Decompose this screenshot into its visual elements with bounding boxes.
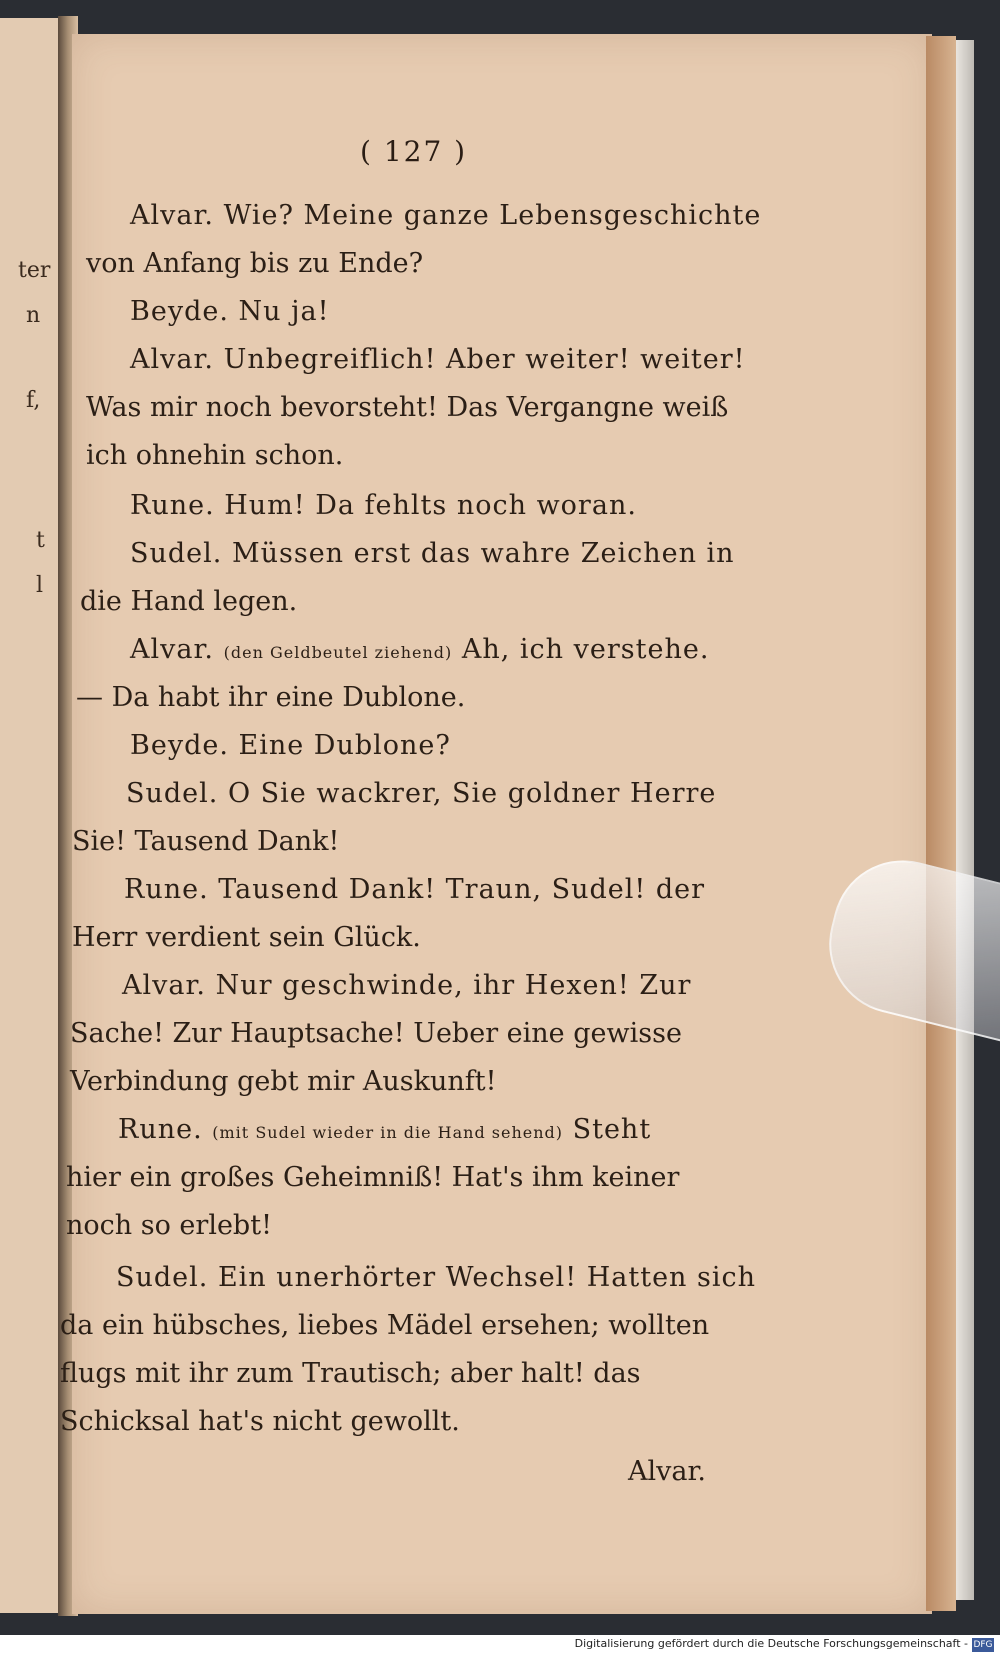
left-page bbox=[0, 18, 62, 1613]
text-line: Alvar. Nur geschwinde, ihr Hexen! Zur bbox=[122, 970, 692, 1001]
speaker-name: Rune. bbox=[118, 1114, 203, 1145]
text-line: Alvar. Wie? Meine ganze Lebensgeschichte bbox=[130, 200, 762, 231]
speaker-name: Alvar. bbox=[130, 634, 215, 665]
text-line: Sudel. Ein unerhörter Wechsel! Hatten sich bbox=[116, 1262, 757, 1293]
text-line: Sudel. Müssen erst das wahre Zeichen in bbox=[130, 538, 735, 569]
catchword: Alvar. bbox=[628, 1456, 707, 1487]
text-line bbox=[118, 1114, 651, 1145]
text-line: flugs mit ihr zum Trautisch; aber halt! das bbox=[60, 1358, 641, 1389]
text-line: hier ein großes Geheimniß! Hat's ihm keiner bbox=[66, 1162, 680, 1193]
stage-direction: (mit Sudel wieder in die Hand sehend) bbox=[212, 1123, 564, 1142]
text-line: Sudel. O Sie wackrer, Sie goldner Herre bbox=[126, 778, 717, 809]
left-page-fragment: n bbox=[26, 303, 41, 328]
text-line: die Hand legen. bbox=[80, 586, 298, 617]
text-line: Herr verdient sein Glück. bbox=[72, 922, 421, 953]
text-line bbox=[130, 634, 709, 665]
text-line: — Da habt ihr eine Dublone. bbox=[76, 682, 466, 713]
text-line: Sache! Zur Hauptsache! Ueber eine gewisse bbox=[70, 1018, 682, 1049]
text-line: Rune. Tausend Dank! Traun, Sudel! der bbox=[124, 874, 706, 905]
page-edge bbox=[926, 36, 956, 1611]
text-line: Alvar. Unbegreiflich! Aber weiter! weiter! bbox=[130, 344, 746, 375]
text-line: Beyde. Eine Dublone? bbox=[130, 730, 451, 761]
left-page-fragment: ter bbox=[18, 258, 51, 283]
page-number: ( 127 ) bbox=[360, 135, 468, 168]
text-line: Rune. Hum! Da fehlts noch woran. bbox=[130, 490, 637, 521]
footer-credit: Digitalisierung gefördert durch die Deutsche Forschungsgemeinschaft - bbox=[574, 1637, 968, 1650]
text-line: da ein hübsches, liebes Mädel ersehen; wollten bbox=[60, 1310, 710, 1341]
book-cover-edge bbox=[956, 40, 974, 1600]
left-page-fragment: t bbox=[36, 528, 45, 553]
text-line: Sie! Tausend Dank! bbox=[72, 826, 340, 857]
text-line: ich ohnehin schon. bbox=[86, 440, 344, 471]
text-line: Verbindung gebt mir Auskunft! bbox=[70, 1066, 497, 1097]
text-line: Beyde. Nu ja! bbox=[130, 296, 330, 327]
stage-direction: (den Geldbeutel ziehend) bbox=[223, 643, 453, 662]
dfg-logo: DFG bbox=[973, 1640, 993, 1650]
text-line: Was mir noch bevorsteht! Das Vergangne weiß bbox=[86, 392, 729, 423]
text-line: von Anfang bis zu Ende? bbox=[86, 248, 424, 279]
dialogue-text: Ah, ich verstehe. bbox=[461, 634, 710, 665]
left-page-fragment: f, bbox=[26, 388, 41, 413]
text-line: Schicksal hat's nicht gewollt. bbox=[60, 1406, 460, 1437]
left-page-fragment: l bbox=[36, 573, 44, 598]
text-line: noch so erlebt! bbox=[66, 1210, 272, 1241]
dialogue-text: Steht bbox=[572, 1114, 652, 1145]
